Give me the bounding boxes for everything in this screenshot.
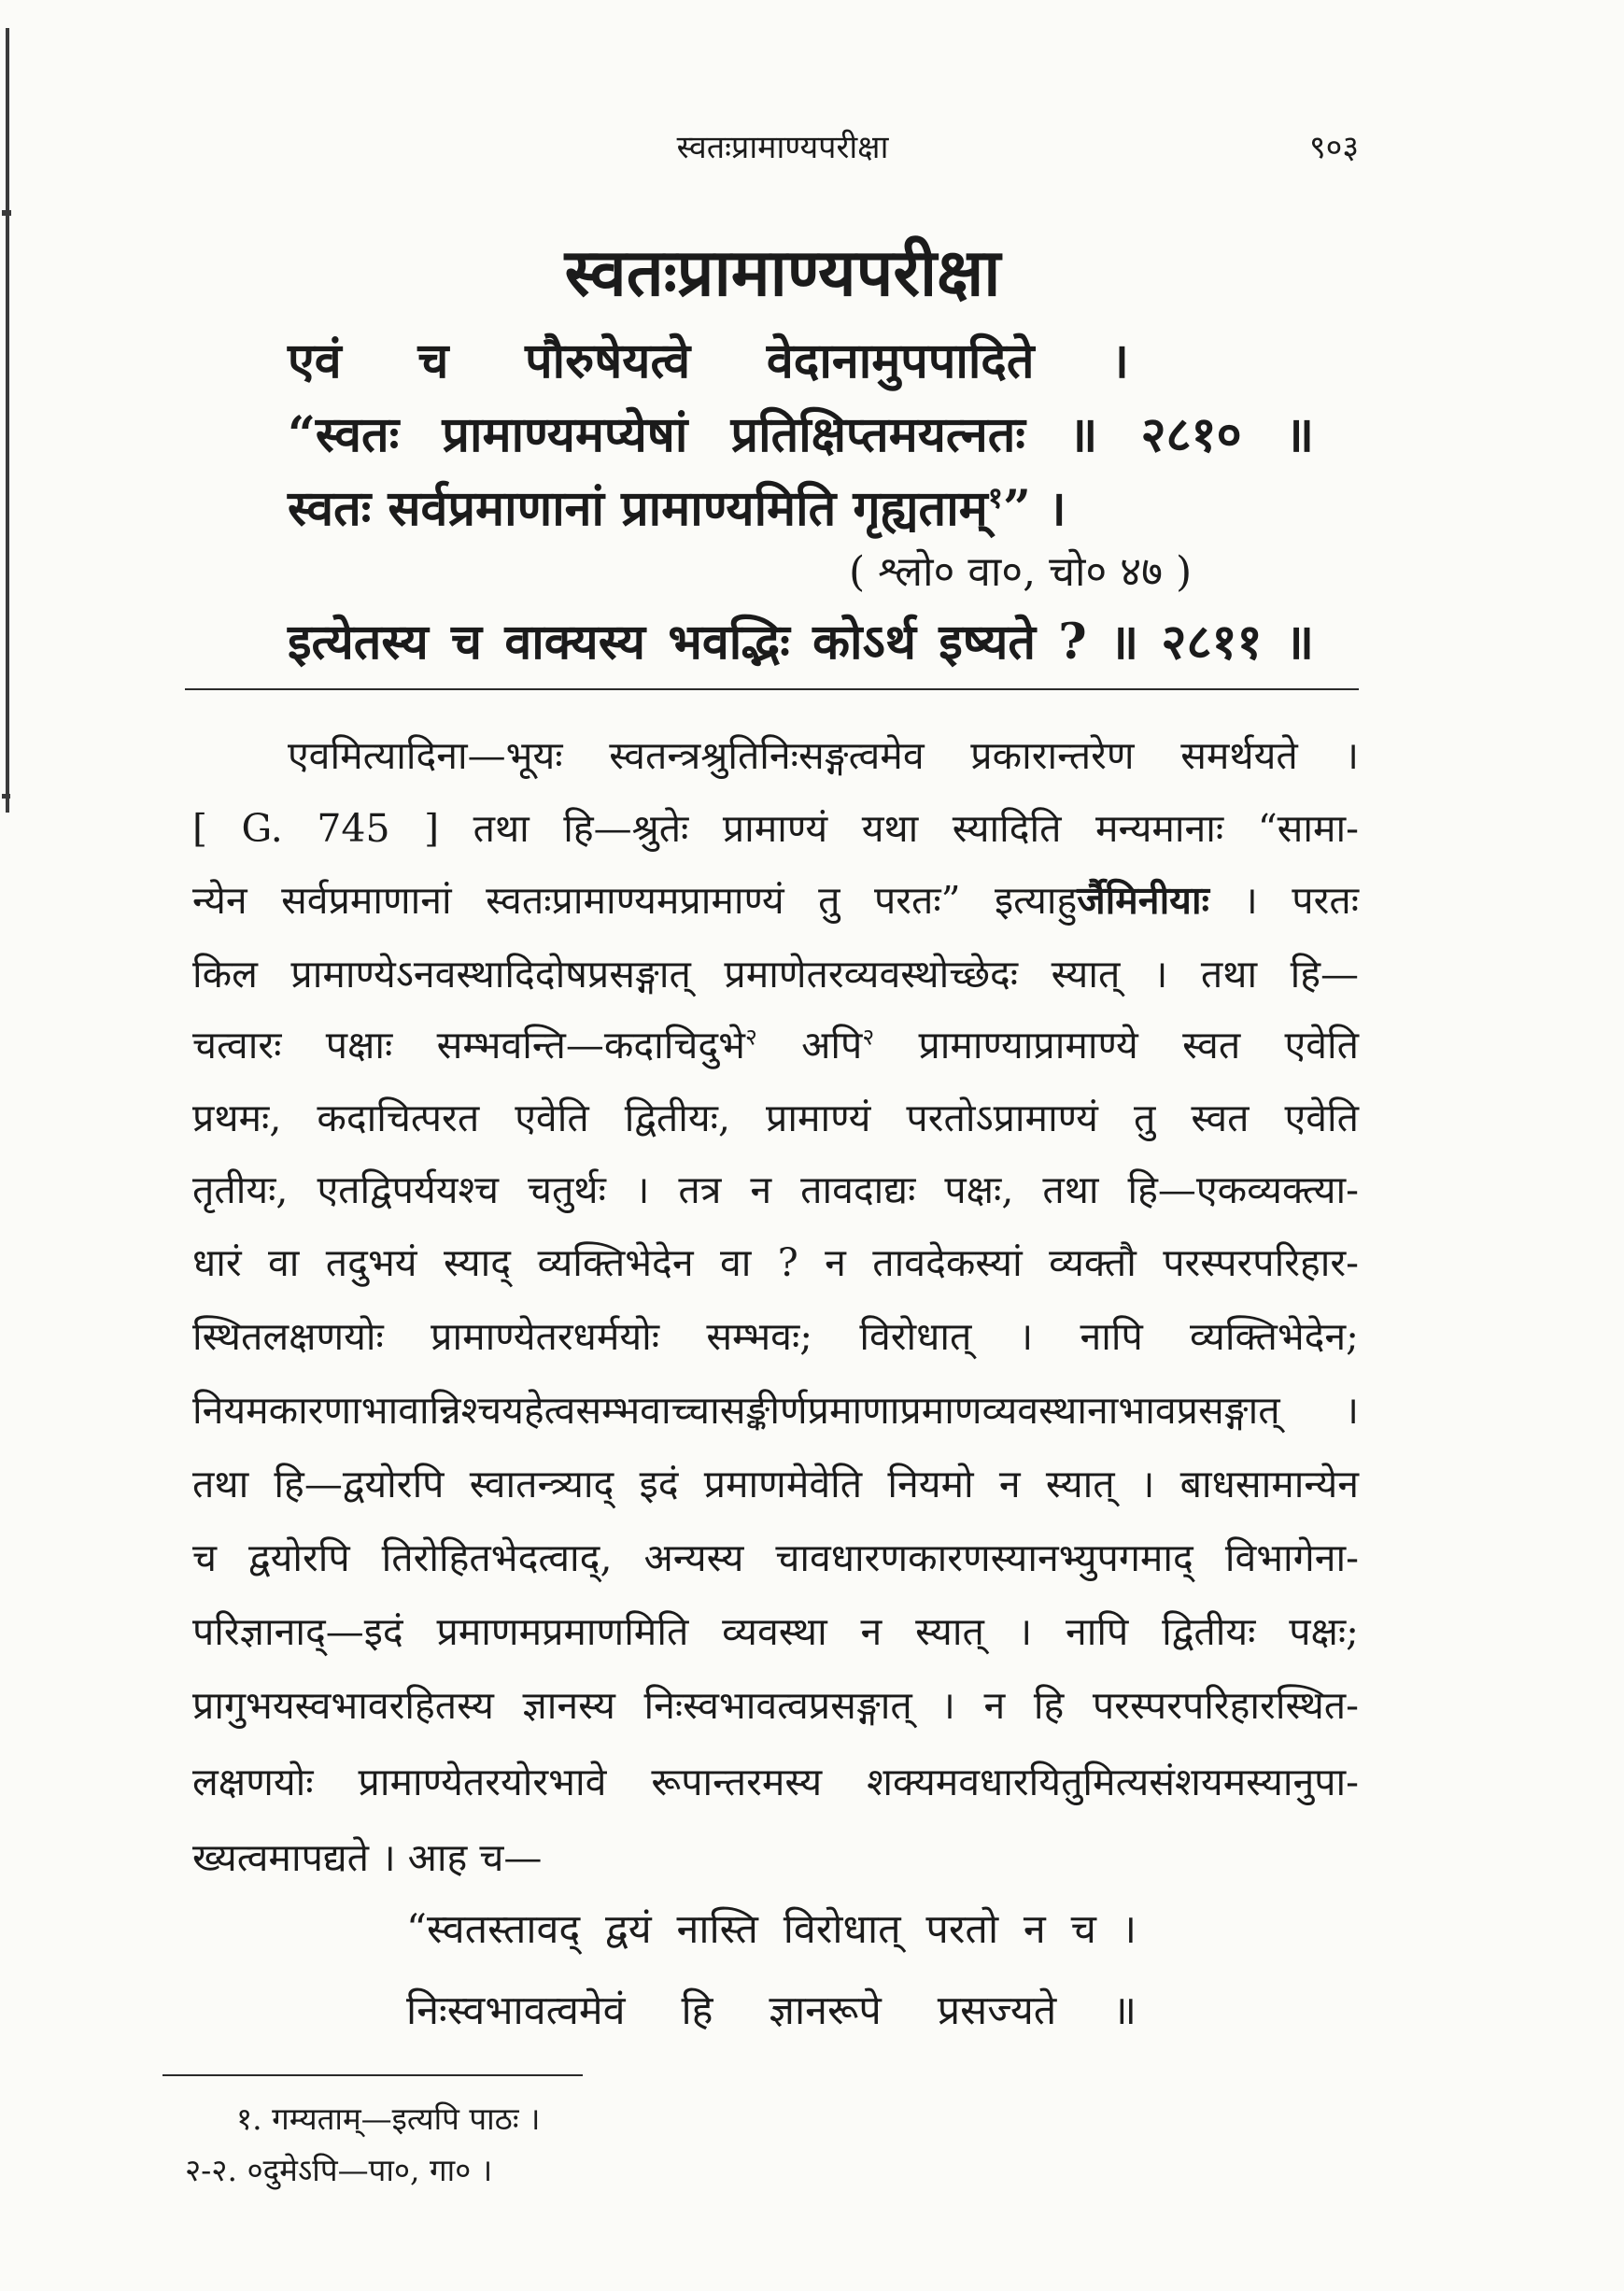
footnote: २-२. ०दुमेऽपि—पा०, गा० । bbox=[185, 2152, 493, 2188]
commentary-text: न्येन सर्वप्रमाणानां स्वतःप्रामाण्यमप्रामाण्यं तु परतः” इत्याहु bbox=[192, 878, 1078, 923]
commentary-line bbox=[192, 876, 1359, 925]
karika-text: स्वतः सर्वप्रमाणानां प्रामाण्यमिति गृह्यताम् bbox=[288, 480, 988, 537]
karika-line: एवं च पौरुषेयत्वे वेदानामुपपादिते । bbox=[288, 332, 1129, 389]
commentary-line: [ G. 745 ] तथा हि—श्रुतेः प्रामाण्यं यथा स्यादिति मन्यमानाः “सामा- bbox=[192, 806, 1359, 851]
commentary-text: अपि bbox=[756, 1023, 863, 1068]
page-number: ९०३ bbox=[1308, 129, 1359, 166]
section-title: स्वतःप्रामाण्यपरीक्षा bbox=[564, 233, 1001, 311]
karika-line bbox=[288, 479, 1314, 539]
footnote-marker: २ bbox=[744, 1023, 757, 1051]
commentary-line: प्रागुभयस्वभावरहितस्य ज्ञानस्य निःस्वभावत्वप्रसङ्गात् । न हि परस्परपरिहारस्थित- bbox=[192, 1683, 1359, 1728]
footnote-rule bbox=[162, 2074, 583, 2076]
karika-text: ” । bbox=[1002, 480, 1066, 537]
commentary-line: स्थितलक्षणयोः प्रामाण्येतरधर्मयोः सम्भवः; विरोधात् । नापि व्यक्तिभेदेन; bbox=[192, 1314, 1359, 1359]
running-header-title: स्वतःप्रामाण्यपरीक्षा bbox=[676, 129, 889, 166]
footnote-marker: १ bbox=[987, 481, 1003, 516]
commentary-emphasis: र्जैमिनीयाः bbox=[1077, 878, 1209, 923]
commentary-line: परिज्ञानाद्—इदं प्रमाणमप्रमाणमिति व्यवस्था न स्यात् । नापि द्वितीयः पक्षः; bbox=[192, 1609, 1359, 1654]
footnote-marker: २ bbox=[862, 1023, 875, 1051]
quoted-verse-line: “स्वतस्तावद् द्वयं नास्ति विरोधात् परतो न च । bbox=[406, 1906, 1137, 1953]
binding-edge-shadow bbox=[6, 28, 9, 813]
commentary-line: ख्यत्वमापद्यते । आह च— bbox=[192, 1835, 543, 1880]
quoted-verse-line: निःस्वभावत्वमेवं हि ज्ञानरूपे प्रसज्यते ॥ bbox=[406, 1987, 1137, 2034]
commentary-line: किल प्रामाण्येऽनवस्थादिदोषप्रसङ्गात् प्रमाणेतरव्यवस्थोच्छेदः स्यात् । तथा हि— bbox=[192, 952, 1359, 997]
commentary-line: नियमकारणाभावान्निश्चयहेत्वसम्भवाच्चासङ्कीर्णप्रमाणाप्रमाणव्यवस्थानाभावप्रसङ्गात् । bbox=[192, 1388, 1359, 1433]
verse-citation: ( श्लो० वा०, चो० ४७ ) bbox=[849, 548, 1193, 596]
commentary-line bbox=[192, 1021, 1359, 1069]
karika-line: “स्वतः प्रामाण्यमप्येषां प्रतिक्षिप्तमयत्नतः ॥ २८१० ॥ bbox=[288, 406, 1314, 463]
commentary-line: लक्षणयोः प्रामाण्येतरयोरभावे रूपान्तरमस्य शक्यमवधारयितुमित्यसंशयमस्यानुपा- bbox=[192, 1760, 1359, 1804]
commentary-line: एवमित्यादिना—भूयः स्वतन्त्रश्रुतिनिःसङ्गत्वमेव प्रकारान्तरेण समर्थयते । bbox=[288, 733, 1359, 778]
commentary-line: च द्वयोरपि तिरोहितभेदत्वाद्, अन्यस्य चावधारणकारणस्यानभ्युपगमाद् विभागेना- bbox=[192, 1535, 1359, 1580]
footnote: १. गम्यताम्—इत्यपि पाठः । bbox=[236, 2100, 541, 2137]
commentary-line: प्रथमः, कदाचित्परत एवेति द्वितीयः, प्रामाण्यं परतोऽप्रामाण्यं तु स्वत एवेति bbox=[192, 1096, 1359, 1140]
divider-rule bbox=[185, 688, 1359, 690]
commentary-line: तथा हि—द्वयोरपि स्वातन्त्र्याद् इदं प्रमाणमेवेति नियमो न स्यात् । बाधसामान्येन bbox=[192, 1462, 1359, 1506]
karika-line: इत्येतस्य च वाक्यस्य भवद्भिः कोऽर्थ इष्यते ? ॥ २८११ ॥ bbox=[288, 614, 1314, 671]
commentary-text: प्रामाण्याप्रामाण्ये स्वत एवेति bbox=[874, 1023, 1359, 1068]
commentary-text: । परतः bbox=[1208, 878, 1359, 923]
binding-edge-mark bbox=[2, 210, 11, 216]
commentary-line: तृतीयः, एतद्विपर्ययश्च चतुर्थः । तत्र न तावदाद्यः पक्षः, तथा हि—एकव्यक्त्या- bbox=[192, 1167, 1359, 1212]
commentary-text: चत्वारः पक्षाः सम्भवन्ति—कदाचिदुभे bbox=[192, 1023, 745, 1068]
binding-edge-mark bbox=[2, 794, 10, 799]
commentary-line: धारं वा तदुभयं स्याद् व्यक्तिभेदेन वा ? न तावदेकस्यां व्यक्तौ परस्परपरिहार- bbox=[192, 1240, 1359, 1285]
